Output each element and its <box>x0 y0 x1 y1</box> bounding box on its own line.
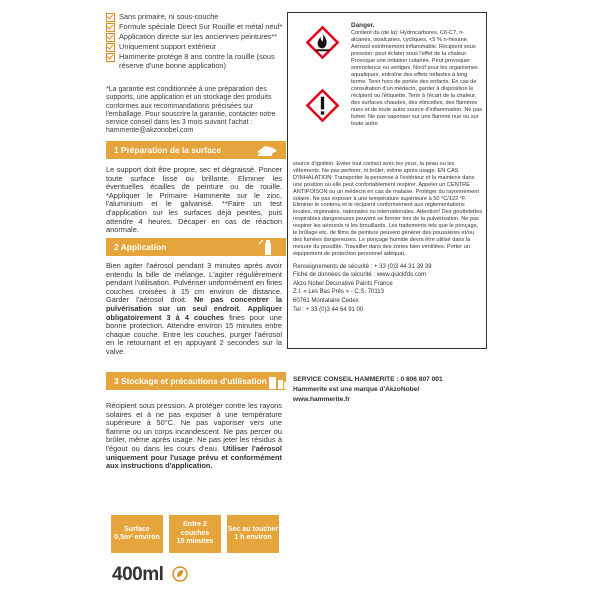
section-text: Bien agiter l'aérosol pendant 3 minutes après avoir entendu la bille de mélange. L'agiter régulièrement pendant l'utilisation. Pulvériser uniformément en fines couches croisées à 15 cm environ de distance. Garder l'aérosol droit. Ne pas concentrer la pulvérisation sur un seul endroit. Appliquer obligatoirement 3 à 4 couches fines pour une bonne protection. Attendre environ 15 minutes entre chaque couche. Entre les couches, purger l'aérosol en le retournant et en appuyant 2 secondes sur la valve. <box>106 261 283 356</box>
section-title: 1 Préparation de la surface <box>114 145 222 155</box>
info-box-recoat: Entre 2 couches 15 minutes <box>169 515 221 553</box>
flammable-icon <box>305 25 340 60</box>
feature-item: Formule spéciale Direct Sur Rouille et métal neuf* <box>106 22 284 32</box>
danger-statement-continued: source d'ignition. Eviter tout contact avec les yeux, la peau ou les vêtements. Ne pas perforer, ni brûler, même après usage. EN CAS D'INHALATION: Transporter la personne à l'extérieur et la maintenir dans une position où elle peut confortablement respirer. Appeler un CENTRE ANTIPOISON ou un médecin en cas de malaise. Protéger du rayonnement solaire. Ne pas exposer à une température supérieure à 50 °C/122 °F. Eliminer le contenu et le récipient conformément aux réglementations locales, régionales, nationales ou internationales. Attention! Des gouttelettes respirables dangereuses peuvent se former lors de la pulvérisation. Ne pas respirer les aérosols ni les brouillards. Les traitements tels que le ponçage, le brûlage etc. de films de peinture peuvent générer des poussières et/ou des fumées dangereuses. Le ponçage humide devra être utilisé dans la mesure du possible. Travailler dans des zones bien ventilées. Porter un équipement de protection personnel adéquat. Renseignements de sécurité : + 33 (0)3 44 31 39 39 Fiche de données de sécurité : www.quickfds.com Akzo Nobel Decorative Paints France Z.I. « Les Bas Prés » - C.S. 70113 60761 Montataire Cedex Tel : + 33 (0)3 44 64 91 00 <box>293 161 483 313</box>
section-title: 2 Application <box>114 242 167 252</box>
feature-item: Hammerite protège 8 ans contre la rouille (sous réserve d'une bonne application) <box>106 52 284 70</box>
section-storage <box>106 372 286 471</box>
exclamation-icon <box>305 88 340 123</box>
guarantee-note: *La garantie est conditionnée à une préparation des supports, une application et un stockage des produits conformes aux recommandations précisées sur l'emballage. Pour souscrire la garantie, contacter notre service conseil dans les 3 mois suivant l'achat : hammerite@akzonobel.com <box>106 86 276 135</box>
sanding-hand-icon <box>252 138 282 162</box>
section-header <box>106 372 286 390</box>
leaf-icon <box>172 566 188 582</box>
service-info: SERVICE CONSEIL HAMMERITE : 0 806 807 001 Hammerite est une marque d'AkzoNobel www.hammerite.fr <box>293 376 443 403</box>
features-list <box>106 12 284 71</box>
checkbox-icon <box>106 43 115 52</box>
checkbox-icon <box>106 53 115 62</box>
info-box-surface: Surface 0,5m² environ <box>111 515 163 553</box>
hazard-panel <box>287 12 487 349</box>
checkbox-icon <box>106 23 115 32</box>
volume-label: 400ml <box>112 564 164 585</box>
contact-info: Renseignements de sécurité : + 33 (0)3 44 31 39 39 Fiche de données de sécurité : www.quickfds.com Akzo Nobel Decorative Paints France Z.I. « Les Bas Prés » - C.S. 70113 60761 Montataire Cedex Tel : + 33 (0)3 44 64 91 00 <box>293 263 432 313</box>
section-text: Le support doit être propre, sec et dégraissé. Poncer toute surface lisse ou brillante. Eliminer les éventuelles écailles de peinture ou de rouille. *Appliquer le Primaire Hammerite sur le zinc, l'aluminium et le galvanisé. **Faire un test d'application sur les surfaces déjà peintes, puis attendre 4 heures. Décaper en cas de réaction anormale. <box>106 165 282 235</box>
checkbox-icon <box>106 13 115 22</box>
checkbox-icon <box>106 33 115 42</box>
feature-item: Sans primaire, ni sous-couche <box>106 12 284 22</box>
feature-item: Application directe sur les anciennes peintures** <box>106 32 284 42</box>
section-title: 3 Stockage et précautions d'utilisation <box>114 376 267 386</box>
spray-can-icon <box>252 235 282 259</box>
danger-statement: Danger. Contient du (de la): Hydrocarbures, C6-C7, n-alcanes, isoalcanes, cycliques, <5 % n-hexane. Aérosol extrêmement inflammable. Récipient sous pression: peut éclater sous l'effet de la chaleur. Provoque une irritation cutanée. Peut provoquer somnolence ou vertiges. Nocif pour les organismes aquatiques, entraîne des effets néfastes à long terme. Tenir hors de portée des enfants. En cas de consultation d'un médecin, garder à disposition le récipient ou l'étiquette. Tenir à l'écart de la chaleur, des surfaces chaudes, des étincelles, des flammes nues et de toute autre source d'inflammation. Ne pas fumer. Ne pas vaporiser sur une flamme nue ou sur toute autre <box>351 22 483 127</box>
feature-item: Uniquement support extérieur <box>106 42 284 52</box>
section-header <box>106 238 286 256</box>
section-text: Récipient sous pression. A protéger contre les rayons solaires et à ne pas exposer à une température supérieure à 50°C. Ne pas vaporiser vers une flamme ou un corps incandescent. Ne pas percer ou brûler, même après usage. Ne pas jeter les résidus à l'égout ou dans les cours d'eau. Utiliser l'aérosol uniquement pour l'usage prévu et conformément aux instructions d'application. <box>106 401 282 471</box>
storage-cans-icon <box>267 369 291 393</box>
section-preparation <box>106 141 286 235</box>
section-header <box>106 141 286 159</box>
section-application <box>106 238 286 357</box>
info-box-dry: Sec au toucher 1 h environ <box>227 515 279 553</box>
